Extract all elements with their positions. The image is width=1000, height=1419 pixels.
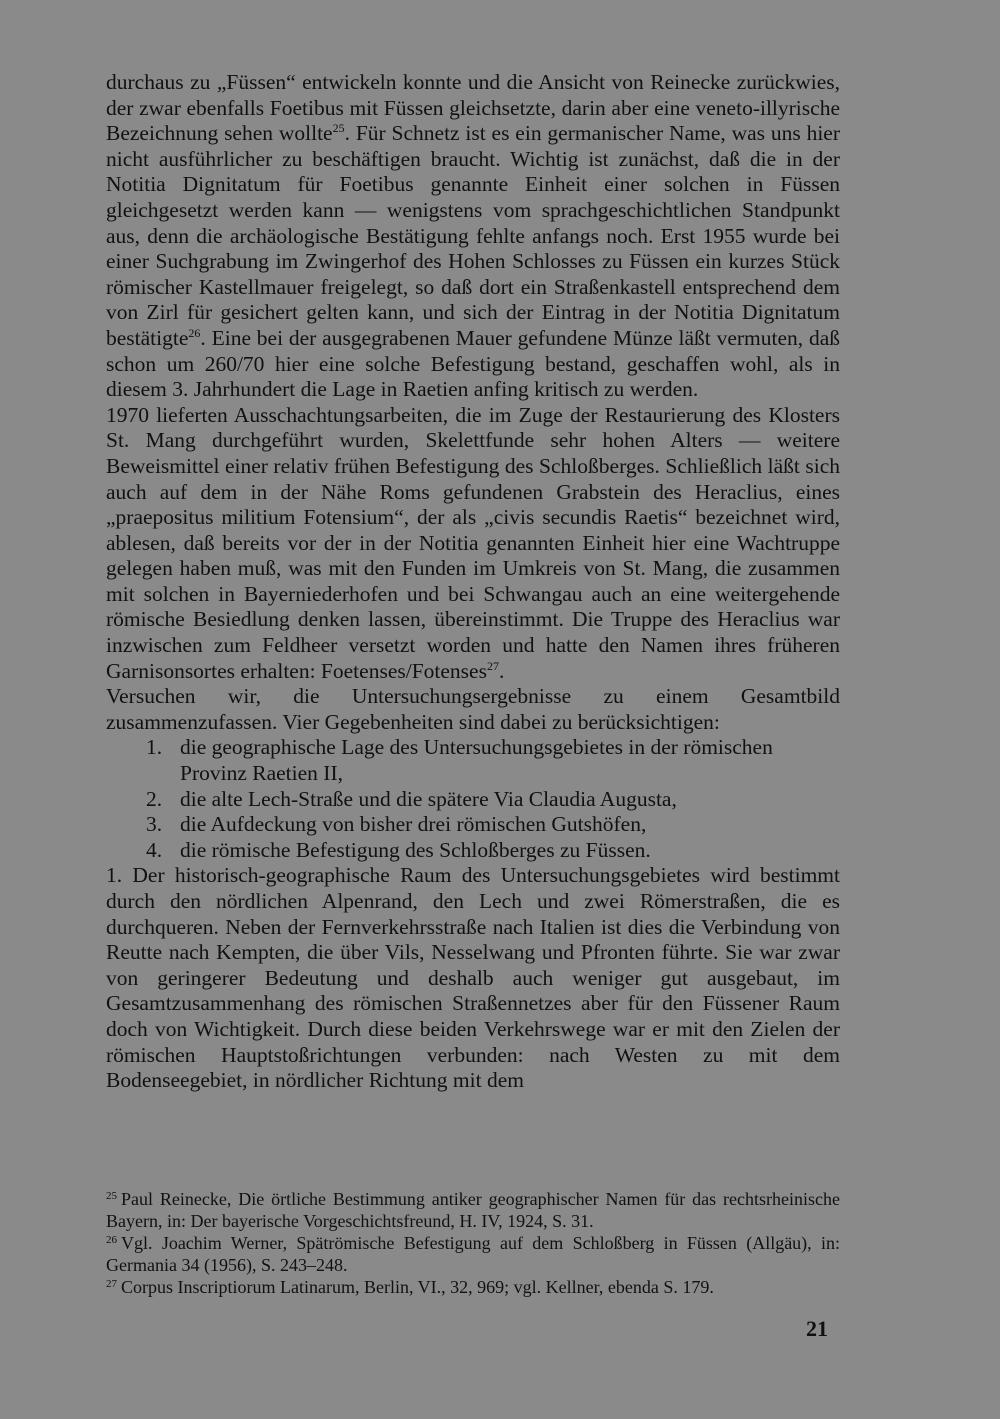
paragraph-1-text-b: . Für Schnetz ist es ein germanischer Name, was uns hier nicht ausführlicher zu beschäftigen braucht. Wichtig ist zunächst, daß die in der Notitia Dignitatum für Foetibus genannte Einheit einer solchen in Füssen gleichgesetzt werden kann — wenigstens vom sprachgeschichtlichen Standpunkt aus, denn die archäologische Bestätigung fehlte anfangs noch. Erst 1955 wurde bei einer Suchgrabung im Zwingerhof des Hohen Schlosses zu Füssen ein kurzes Stück römischer Kastellmauer freigelegt, so daß dort ein Straßenkastell entsprechend dem von Zirl für gesichert gelten kann, und sich der Eintrag in der Notitia Dignitatum bestätigte [106,121,840,350]
footnote-ref-26: 26 [188,325,201,340]
list-item [146,787,840,813]
footnote-ref-27: 27 [486,658,499,673]
list-item-number: 1. [146,735,163,760]
paragraph-2-end: . [498,658,505,683]
paragraph-1 [106,70,840,403]
footnote-number: 27 [106,1278,117,1290]
list-item [146,812,840,838]
footnote-25 [106,1188,840,1232]
footnote-number: 25 [106,1190,117,1202]
list-item-text: die römische Befestigung des Schloßberges zu Füssen. [180,837,651,862]
footnote-26 [106,1232,840,1276]
footnote-text: Corpus Inscriptiorum Latinarum, Berlin, VI., 32, 969; vgl. Kellner, ebenda S. 179. [121,1277,714,1297]
footnote-number: 26 [106,1234,117,1246]
main-text [106,70,840,1094]
list-item-text: die Aufdeckung von bisher drei römischen Gutshöfen, [180,812,647,837]
footnotes [106,1188,840,1298]
list-item-text: die geographische Lage des Untersuchungsgebietes in der römischen Provinz Raetien II, [180,735,773,786]
paragraph-1-text-a: durchaus zu „Füssen“ entwickeln konnte und die Ansicht von Reinecke zurückwies, der zwar ebenfalls Foetibus mit Füssen gleichsetzte, darin aber eine veneto-illyrische Bezeichnung sehen wollte [106,70,840,146]
list-item [146,735,840,786]
list-item [146,838,840,864]
list-item-number: 2. [146,786,163,811]
paragraph-2-text: 1970 lieferten Ausschachtungsarbeiten, die im Zuge der Restaurierung des Klosters St. Mang durchgeführt wurden, Skelettfunde sehr hohen Alters — weitere Beweismittel einer relativ frühen Befestigung des Schloßberges. Schließlich läßt sich auch auf dem in der Nähe Roms gefundenen Grabstein des Heraclius, eines „praepositus militium Fotensium“, der als „civis secundis Raetis“ bezeichnet wird, ablesen, daß bereits vor der in der Notitia genannten Einheit hier eine Wachtruppe gelegen haben muß, was mit den Funden im Umkreis von St. Mang, die zusammen mit solchen in Bayerniederhofen und bei Schwangau auch an eine weitergehende römische Besiedlung denken lassen, übereinstimmt. Die Truppe des Heraclius war inzwischen zum Feldheer versetzt worden und hatte den Namen ihres früheren Garnisonsortes erhalten: Foetenses/Fotenses [106,402,840,683]
list-item-text: die alte Lech-Straße und die spätere Via Claudia Augusta, [180,786,677,811]
list-item-number: 4. [146,837,163,862]
paragraph-1-text-c: . Eine bei der ausgegrabenen Mauer gefundene Münze läßt vermuten, daß schon um 260/70 hier eine solche Befestigung bestand, geschaffen wohl, als in diesem 3. Jahrhundert die Lage in Raetien anfing kritisch zu werden. [106,325,840,402]
paragraph-2 [106,403,840,685]
paragraph-3: Versuchen wir, die Untersuchungsergebnisse zu einem Gesamtbild zusammenzufassen. Vier Gegebenheiten sind dabei zu berücksichtigen: [106,684,840,734]
list-item-number: 3. [146,812,163,837]
numbered-list [106,735,840,863]
footnote-text: Paul Reinecke, Die örtliche Bestimmung antiker geographischer Namen für das rechtsrheinische Bayern, in: Der bayerische Vorgeschichtsfreund, H. IV, 1924, S. 31. [106,1189,840,1231]
paragraph-4: 1. Der historisch-geographische Raum des Untersuchungsgebietes wird bestimmt durch den nördlichen Alpenrand, den Lech und zwei Römerstraßen, die es durchqueren. Neben der Fernverkehrsstraße nach Italien ist dies die Verbindung von Reutte nach Kempten, die über Vils, Nesselwang und Pfronten führte. Sie war zwar von geringerer Bedeutung und deshalb auch weniger gut ausgebaut, im Gesamtzusammenhang des römischen Straßennetzes aber für den Füssener Raum doch von Wichtigkeit. Durch diese beiden Verkehrswege war er mit den Zielen der römischen Hauptstoßrichtungen verbunden: nach Westen zu mit dem Bodenseegebiet, in nördlicher Richtung mit dem [106,863,840,1093]
page-number: 21 [806,1316,828,1341]
footnote-27 [106,1276,840,1298]
footnote-ref-25: 25 [332,121,345,136]
footnote-text: Vgl. Joachim Werner, Spätrömische Befestigung auf dem Schloßberg in Füssen (Allgäu), in: Germania 34 (1956), S. 243–248. [106,1233,840,1275]
